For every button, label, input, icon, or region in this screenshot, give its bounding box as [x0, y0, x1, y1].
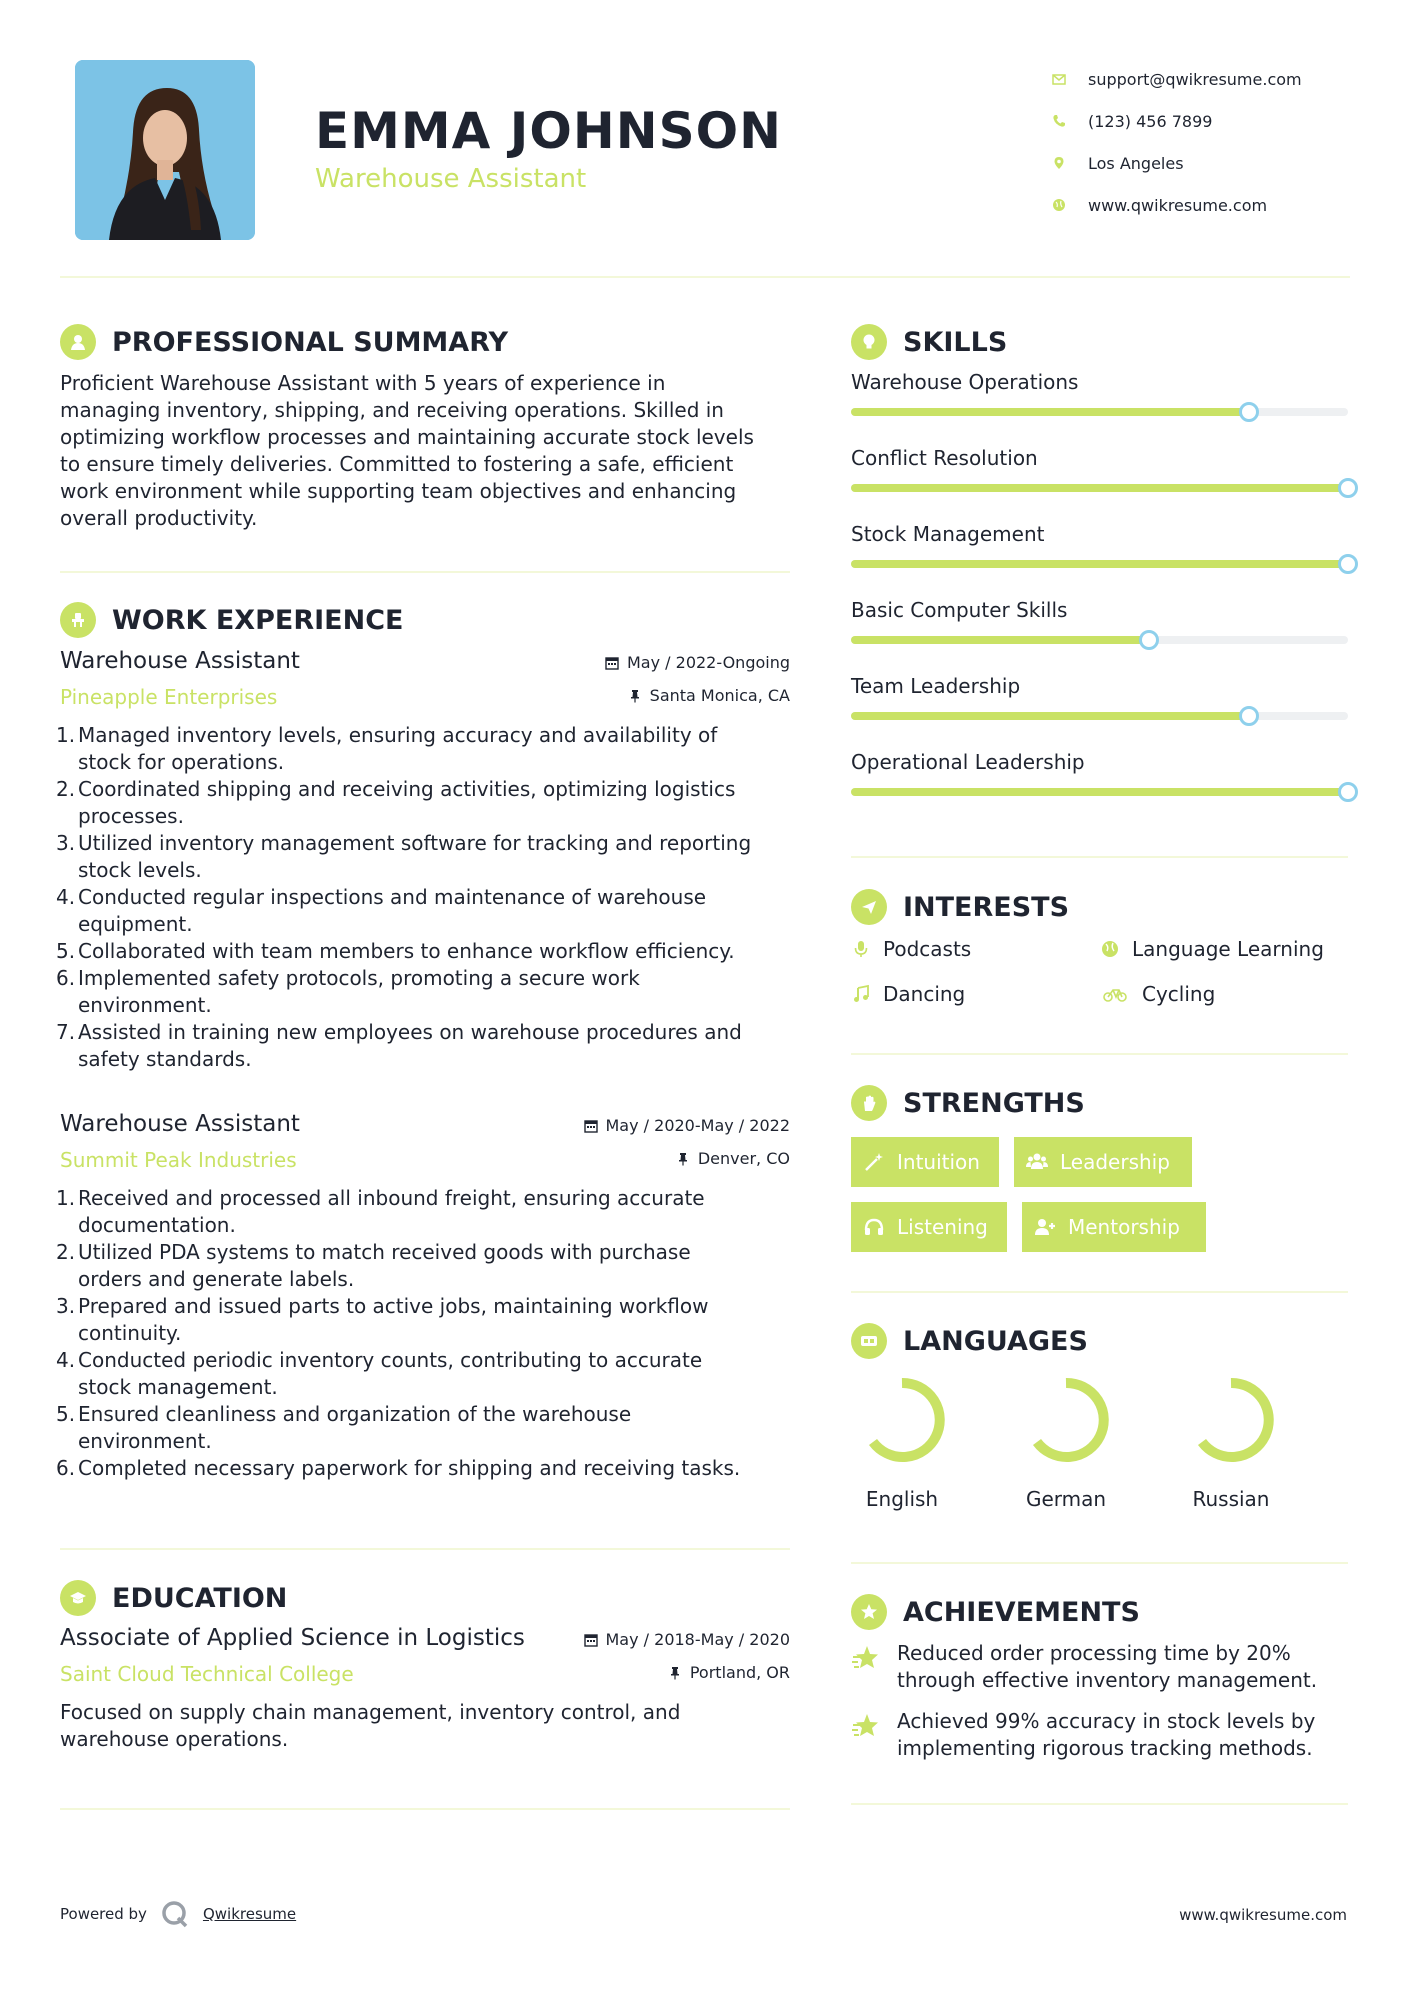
education-location-text: Portland, OR	[689, 1663, 790, 1682]
duty-line: orders and generate labels.	[78, 1267, 355, 1291]
language-ring	[857, 1375, 947, 1465]
duty-item	[78, 1019, 790, 1073]
duty-item	[78, 1185, 790, 1239]
strength-label: Listening	[897, 1215, 988, 1239]
language-item	[847, 1375, 957, 1511]
globe-icon	[1100, 939, 1120, 959]
job-header	[60, 648, 790, 722]
duty-line: Managed inventory levels, ensuring accuracy and availability of	[78, 723, 718, 747]
contact-email[interactable]	[1052, 58, 1372, 100]
duty-line: stock levels.	[78, 858, 202, 882]
skill-bar-knob	[1338, 554, 1358, 574]
language-item	[1011, 1375, 1121, 1511]
users-icon	[1026, 1151, 1048, 1173]
summary-line: Proficient Warehouse Assistant with 5 years of experience in	[60, 371, 666, 395]
skill-item	[851, 522, 1348, 568]
languages-divider	[851, 1562, 1348, 1564]
job-title: Warehouse Assistant	[60, 648, 300, 674]
duty-line: Collaborated with team members to enhance workflow efficiency.	[78, 939, 735, 963]
education-date	[584, 1630, 791, 1649]
brand-link[interactable]: Qwikresume	[202, 1905, 297, 1923]
skill-bar	[851, 636, 1348, 644]
contact-email-text: support@qwikresume.com	[1088, 69, 1302, 89]
calendar-icon	[584, 1119, 598, 1133]
achievement-item	[851, 1708, 1351, 1762]
job-entry	[60, 648, 790, 1073]
strengths-divider	[851, 1291, 1348, 1293]
strength-badge	[851, 1137, 999, 1187]
experience-title: WORK EXPERIENCE	[112, 604, 404, 636]
achievements-title: ACHIEVEMENTS	[903, 1596, 1140, 1628]
education-heading	[60, 1580, 287, 1616]
achievement-line: Reduced order processing time by 20%	[897, 1641, 1291, 1665]
skills-divider	[851, 856, 1348, 858]
profile-photo	[75, 60, 255, 240]
education-header	[60, 1625, 790, 1699]
microphone-icon	[851, 939, 871, 959]
duty-item	[78, 1401, 790, 1455]
interests-heading	[851, 889, 1069, 925]
skill-bar	[851, 788, 1348, 796]
duty-line: continuity.	[78, 1321, 182, 1345]
skill-bar-fill	[851, 788, 1348, 796]
duty-item	[78, 965, 790, 1019]
education-location	[668, 1663, 790, 1682]
bicycle-icon	[1100, 984, 1130, 1004]
strength-label: Leadership	[1060, 1150, 1170, 1174]
strength-badge	[851, 1202, 1007, 1252]
skill-bar	[851, 484, 1348, 492]
duty-item	[78, 938, 790, 965]
education-desc-line: Focused on supply chain management, inventory control, and	[60, 1700, 681, 1724]
contact-website[interactable]	[1052, 184, 1372, 226]
duty-line: equipment.	[78, 912, 193, 936]
duty-item	[78, 722, 790, 776]
summary-text	[60, 370, 800, 532]
duty-line: processes.	[78, 804, 184, 828]
duty-line: Conducted periodic inventory counts, contributing to accurate	[78, 1348, 703, 1372]
footer-powered-by	[60, 1900, 296, 1928]
envelope-icon	[1052, 72, 1088, 86]
strengths-heading	[851, 1085, 1085, 1121]
duty-line: documentation.	[78, 1213, 236, 1237]
duty-line: safety standards.	[78, 1047, 252, 1071]
skill-item	[851, 674, 1348, 720]
briefcase-icon	[60, 602, 96, 638]
graduation-icon	[60, 1580, 96, 1616]
job-duties	[78, 722, 790, 1073]
lightbulb-icon	[851, 324, 887, 360]
skills-title: SKILLS	[903, 326, 1008, 358]
language-name: Russian	[1192, 1487, 1270, 1511]
contact-list	[1052, 58, 1372, 226]
duty-item	[78, 1455, 790, 1482]
skill-bar-fill	[851, 560, 1348, 568]
duty-item	[78, 884, 790, 938]
skill-bar-fill	[851, 408, 1249, 416]
skill-name: Team Leadership	[851, 674, 1021, 698]
duty-line: stock management.	[78, 1375, 278, 1399]
job-header	[60, 1111, 790, 1185]
degree-title: Associate of Applied Science in Logistics	[60, 1625, 525, 1651]
job-company: Summit Peak Industries	[60, 1148, 297, 1172]
job-date-text: May / 2020-May / 2022	[605, 1116, 790, 1135]
experience-heading	[60, 602, 403, 638]
candidate-name: EMMA JOHNSON	[315, 102, 782, 160]
experience-divider	[60, 1548, 790, 1550]
duty-line: stock for operations.	[78, 750, 285, 774]
interests-divider	[851, 1053, 1348, 1055]
education-desc-line: warehouse operations.	[60, 1727, 289, 1751]
strength-badge	[1014, 1137, 1192, 1187]
qwikresume-logo-icon	[161, 1900, 189, 1928]
interest-label: Podcasts	[883, 937, 972, 961]
skill-item	[851, 598, 1348, 644]
duty-line: environment.	[78, 993, 212, 1017]
contact-phone[interactable]	[1052, 100, 1372, 142]
language-name: German	[1025, 1487, 1107, 1511]
language-ring	[1021, 1375, 1111, 1465]
summary-line: managing inventory, shipping, and receiving operations. Skilled in	[60, 398, 724, 422]
calendar-icon	[605, 656, 619, 670]
job-date	[605, 653, 790, 672]
duty-item	[78, 1347, 790, 1401]
skill-bar-knob	[1338, 782, 1358, 802]
job-location-text: Denver, CO	[697, 1149, 790, 1168]
powered-by-label: Powered by	[60, 1905, 147, 1923]
education-divider	[60, 1808, 790, 1810]
job-duties	[78, 1185, 790, 1482]
map-pin-icon	[1052, 156, 1088, 170]
achievement-line: through effective inventory management.	[897, 1668, 1318, 1692]
duty-line: Ensured cleanliness and organization of the warehouse	[78, 1402, 632, 1426]
phone-icon	[1052, 114, 1088, 128]
skill-bar-knob	[1239, 402, 1259, 422]
interest-item	[851, 982, 965, 1006]
duty-line: Conducted regular inspections and maintenance of warehouse	[78, 885, 707, 909]
achievements-divider	[851, 1803, 1348, 1805]
star-icon	[851, 1711, 881, 1741]
duty-line: Prepared and issued parts to active jobs, maintaining workflow	[78, 1294, 709, 1318]
achievement-line: Achieved 99% accuracy in stock levels by	[897, 1709, 1316, 1733]
duty-item	[78, 776, 790, 830]
interest-label: Dancing	[883, 982, 966, 1006]
summary-line: to ensure timely deliveries. Committed to fostering a safe, efficient	[60, 452, 734, 476]
strength-label: Intuition	[897, 1150, 980, 1174]
duty-item	[78, 1293, 790, 1347]
paper-plane-icon	[851, 889, 887, 925]
job-entry	[60, 1111, 790, 1482]
hand-icon	[851, 1085, 887, 1121]
interest-label: Language Learning	[1132, 937, 1324, 961]
skill-bar-knob	[1239, 706, 1259, 726]
education-title: EDUCATION	[112, 1582, 288, 1614]
achievement-text	[897, 1708, 1315, 1762]
summary-line: work environment while supporting team objectives and enhancing	[60, 479, 737, 503]
skill-item	[851, 750, 1348, 796]
header-divider	[60, 276, 1350, 278]
achievements-heading	[851, 1594, 1140, 1630]
skill-bar-fill	[851, 636, 1149, 644]
star-badge-icon	[851, 1594, 887, 1630]
summary-line: optimizing workflow processes and maintaining accurate stock levels	[60, 425, 754, 449]
skill-bar	[851, 408, 1348, 416]
headphones-icon	[863, 1216, 885, 1238]
interests-title: INTERESTS	[903, 891, 1070, 923]
skill-name: Warehouse Operations	[851, 370, 1079, 394]
star-icon	[851, 1643, 881, 1673]
calendar-icon	[584, 1633, 598, 1647]
language-name: English	[865, 1487, 939, 1511]
job-location-text: Santa Monica, CA	[649, 686, 790, 705]
education-entry	[60, 1625, 790, 1753]
globe-icon	[1052, 198, 1088, 212]
job-date	[584, 1116, 791, 1135]
pin-icon	[668, 1666, 682, 1680]
duty-line: Implemented safety protocols, promoting a secure work	[78, 966, 640, 990]
contact-location-text: Los Angeles	[1088, 153, 1184, 173]
skills-heading	[851, 324, 1007, 360]
duty-line: Utilized PDA systems to match received goods with purchase	[78, 1240, 691, 1264]
duty-line: environment.	[78, 1429, 212, 1453]
job-title: Warehouse Assistant	[60, 1111, 300, 1137]
summary-title: PROFESSIONAL SUMMARY	[112, 326, 509, 358]
skill-bar-knob	[1338, 478, 1358, 498]
duty-line: Utilized inventory management software for tracking and reporting	[78, 831, 752, 855]
duty-line: Received and processed all inbound freight, ensuring accurate	[78, 1186, 705, 1210]
job-date-text: May / 2022-Ongoing	[627, 653, 790, 672]
skill-name: Stock Management	[851, 522, 1045, 546]
skill-name: Basic Computer Skills	[851, 598, 1068, 622]
user-plus-icon	[1034, 1216, 1056, 1238]
achievement-item	[851, 1640, 1351, 1694]
summary-heading	[60, 324, 508, 360]
skill-name: Operational Leadership	[851, 750, 1085, 774]
job-location	[628, 686, 790, 705]
job-company: Pineapple Enterprises	[60, 685, 278, 709]
skill-bar	[851, 712, 1348, 720]
magic-wand-icon	[863, 1151, 885, 1173]
duty-line: Assisted in training new employees on warehouse procedures and	[78, 1020, 742, 1044]
languages-title: LANGUAGES	[903, 1325, 1088, 1357]
translate-icon	[851, 1323, 887, 1359]
skill-bar-fill	[851, 712, 1249, 720]
pin-icon	[628, 689, 642, 703]
strengths-title: STRENGTHS	[903, 1087, 1085, 1119]
languages-heading	[851, 1323, 1088, 1359]
skill-name: Conflict Resolution	[851, 446, 1038, 470]
skill-bar-fill	[851, 484, 1348, 492]
language-item	[1176, 1375, 1286, 1511]
interest-item	[851, 937, 971, 961]
portrait-illustration	[75, 60, 255, 240]
summary-line: overall productivity.	[60, 506, 258, 530]
duty-item	[78, 830, 790, 884]
strength-label: Mentorship	[1068, 1215, 1180, 1239]
education-date-text: May / 2018-May / 2020	[605, 1630, 790, 1649]
summary-divider	[60, 571, 790, 573]
candidate-role: Warehouse Assistant	[315, 164, 587, 194]
contact-location	[1052, 142, 1372, 184]
job-location	[676, 1149, 790, 1168]
interest-item	[1100, 937, 1324, 961]
footer-url[interactable]: www.qwikresume.com	[1179, 1906, 1347, 1924]
duty-line: Coordinated shipping and receiving activities, optimizing logistics	[78, 777, 736, 801]
strength-badge	[1022, 1202, 1206, 1252]
skill-item	[851, 446, 1348, 492]
education-description	[60, 1699, 790, 1753]
skill-bar	[851, 560, 1348, 568]
interest-item	[1100, 982, 1215, 1006]
achievement-line: implementing rigorous tracking methods.	[897, 1736, 1313, 1760]
school-name: Saint Cloud Technical College	[60, 1662, 354, 1686]
achievement-text	[897, 1640, 1317, 1694]
skill-item	[851, 370, 1348, 416]
interest-label: Cycling	[1142, 982, 1216, 1006]
language-ring	[1186, 1375, 1276, 1465]
contact-website-text: www.qwikresume.com	[1088, 195, 1268, 215]
music-note-icon	[851, 984, 871, 1004]
duty-item	[78, 1239, 790, 1293]
user-icon	[60, 324, 96, 360]
skill-bar-knob	[1139, 630, 1159, 650]
contact-phone-text: (123) 456 7899	[1088, 111, 1213, 131]
duty-line: Completed necessary paperwork for shipping and receiving tasks.	[78, 1456, 741, 1480]
pin-icon	[676, 1152, 690, 1166]
